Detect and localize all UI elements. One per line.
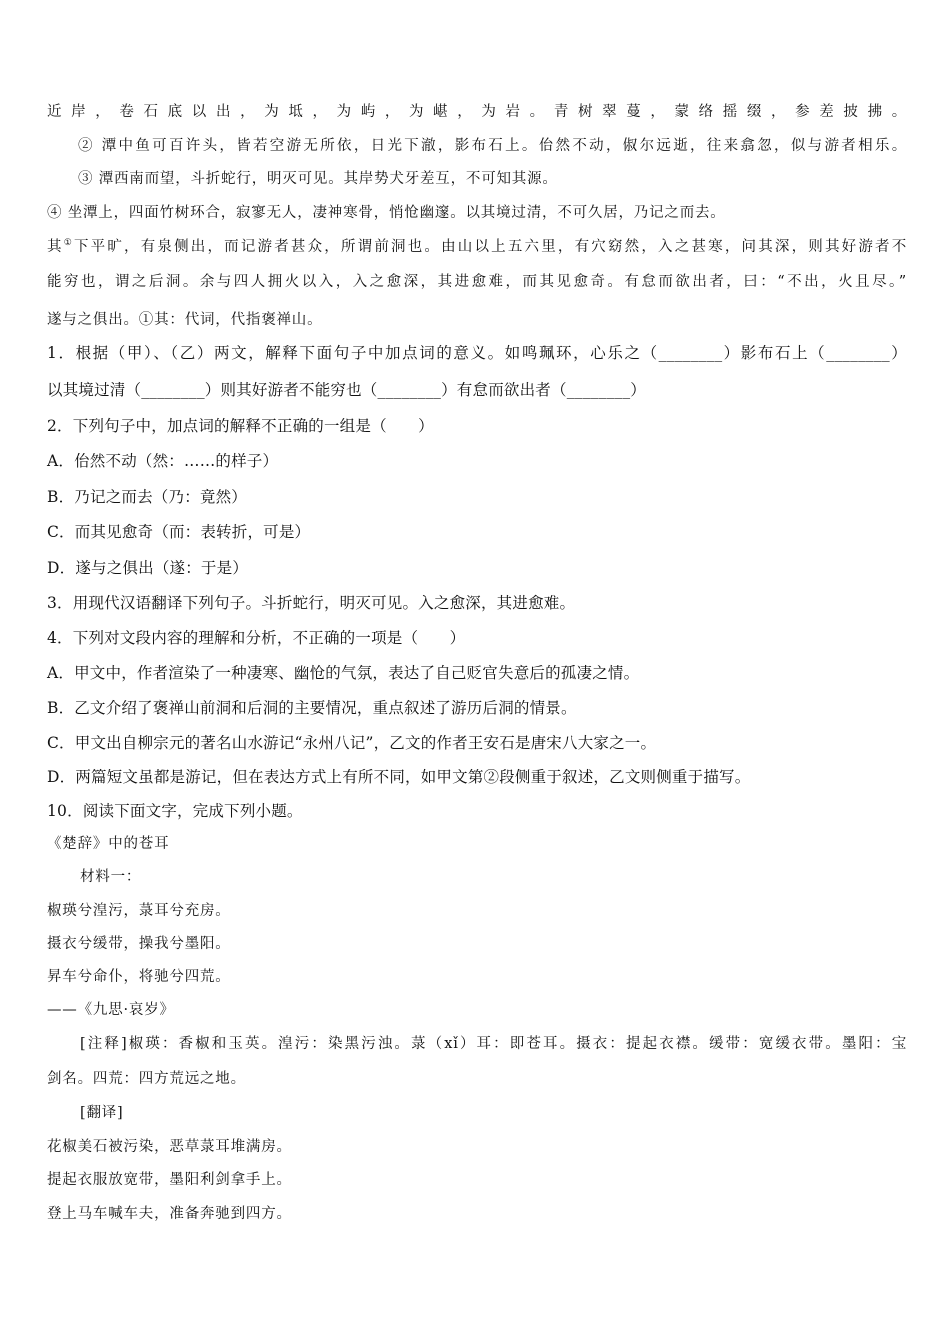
question-4-option-a: A．甲文中，作者渲染了一种凄寒、幽怆的气氛，表达了自己贬官失意后的孤凄之情。	[47, 664, 640, 682]
material-label: 材料一：	[80, 869, 142, 885]
translation-line: 提起衣服放宽带，墨阳利剑拿手上。	[47, 1172, 292, 1188]
passage-paragraph-2: ② 潭中鱼可百许头，皆若空游无所依，日光下澈，影布石上。佁然不动，俶尔远逝，往来翕忽，似与游者相乐。	[78, 138, 907, 154]
poem-source: ——《九思·哀岁》	[47, 1002, 175, 1018]
question-4-option-b: B．乙文介绍了褒禅山前洞和后洞的主要情况，重点叙述了游历后洞的情景。	[47, 699, 577, 717]
question-2-option-b: B．乃记之而去（乃：竟然）	[47, 488, 247, 506]
passage-line: 近岸，卷石底以出，为坻，为屿，为嵁，为岩。青树翠蔓，蒙络摇缀，参差披拂。	[47, 104, 907, 120]
question-4-option-d: D．两篇短文虽都是游记，但在表达方式上有所不同，如甲文第②段侧重于叙述，乙文则侧重于描写。	[47, 768, 751, 786]
question-1-continued: 以其境过清（________）则其好游者不能穷也（________）有怠而欲出者（________）	[47, 381, 647, 399]
poem-line: 昇车兮命仆，将驰兮四荒。	[47, 969, 231, 985]
passage-line: 能穷也，谓之后洞。余与四人拥火以入，入之愈深，其进愈难，而其见愈奇。有怠而欲出者，曰：“不出，火且尽。”	[47, 274, 907, 290]
question-1: 1．根据（甲）、（乙）两文，解释下面句子中加点词的意义。如鸣珮环，心乐之（________）影布石上（________）	[47, 344, 907, 362]
passage-text: 下平旷，有泉侧出，而记游者甚众，所谓前洞也。由山以上五六里，有穴窈然，入之甚寒，问其深，则其好游者不	[73, 239, 907, 255]
question-4: 4．下列对文段内容的理解和分析，不正确的一项是（ ）	[47, 629, 466, 647]
annotation-line: [注释]椒瑛：香椒和玉英。湟污：染黑污浊。菉（xǐ）耳：即苍耳。摄衣：提起衣襟。缓带：宽缓衣带。墨阳：宝	[80, 1036, 907, 1052]
passage-paragraph-3: ③ 潭西南而望，斗折蛇行，明灭可见。其岸势犬牙差互，不可知其源。	[78, 171, 558, 187]
passage-paragraph-4: ④ 坐潭上，四面竹树环合，寂寥无人，凄神寒骨，悄怆幽邃。以其境过清，不可久居，乃记之而去。	[47, 205, 726, 221]
question-4-option-c: C．甲文出自柳宗元的著名山水游记“永州八记”，乙文的作者王安石是唐宋八大家之一。	[47, 734, 657, 752]
translation-label: [翻译]	[80, 1105, 124, 1121]
translation-line: 花椒美石被污染，恶草菉耳堆满房。	[47, 1139, 292, 1155]
question-2-option-c: C．而其见愈奇（而：表转折，可是）	[47, 523, 311, 541]
question-3: 3．用现代汉语翻译下列句子。斗折蛇行，明灭可见。入之愈深，其进愈难。	[47, 594, 576, 612]
question-2-option-a: A．佁然不动（然：……的样子）	[47, 452, 279, 470]
poem-line: 椒瑛兮湟污，菉耳兮充房。	[47, 903, 231, 919]
passage-footnote: 遂与之俱出。①其：代词，代指褒禅山。	[47, 312, 323, 328]
poem-line: 摄衣兮缓带，操我兮墨阳。	[47, 936, 231, 952]
question-2-option-d: D．遂与之俱出（遂：于是）	[47, 559, 249, 577]
question-10: 10．阅读下面文字，完成下列小题。	[47, 802, 303, 820]
question-2: 2．下列句子中，加点词的解释不正确的一组是（ ）	[47, 417, 434, 435]
passage-text: 其	[47, 239, 64, 255]
passage-line	[47, 237, 907, 257]
annotation-line: 剑名。四荒：四方荒远之地。	[47, 1071, 246, 1087]
footnote-marker: ①	[63, 238, 74, 249]
reading-title: 《楚辞》中的苍耳	[47, 836, 170, 852]
translation-line: 登上马车喊车夫，准备奔驰到四方。	[47, 1206, 292, 1222]
